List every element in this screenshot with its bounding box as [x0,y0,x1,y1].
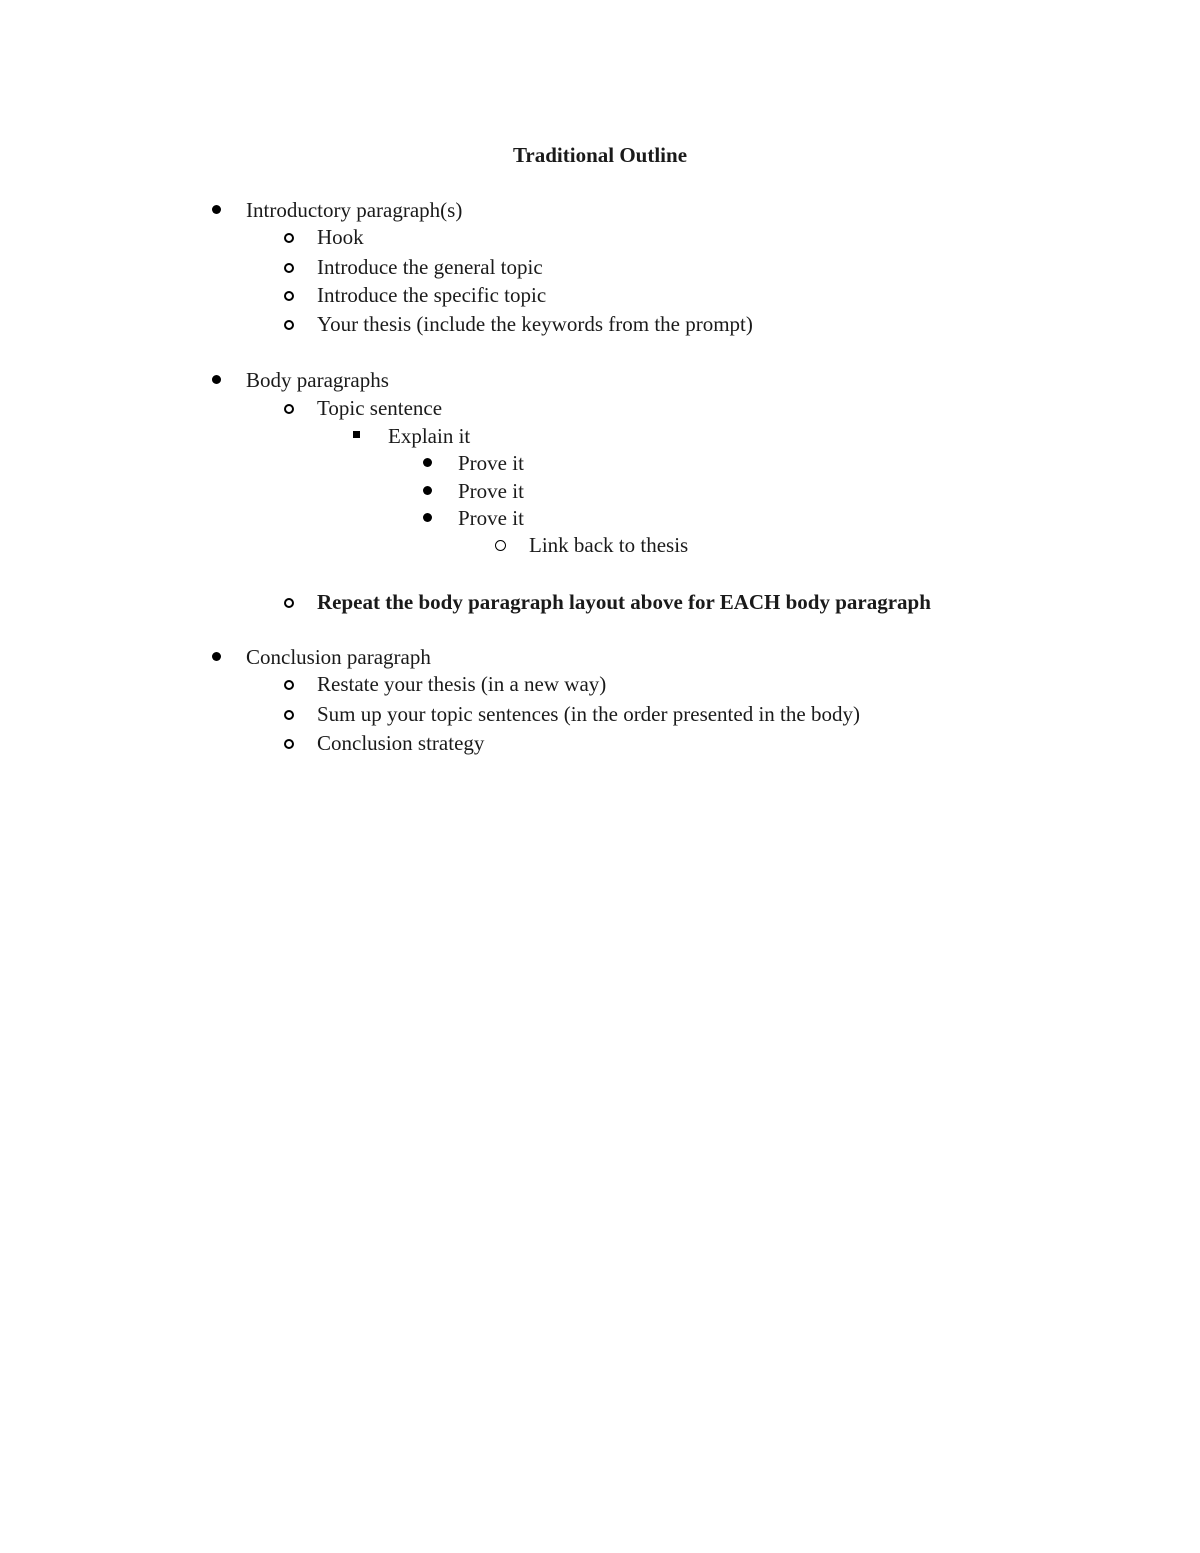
explain-item: Explain it [388,424,471,448]
circle-bullet-icon [284,680,294,690]
circle-bullet-icon [284,739,294,749]
topic-sentence-item: Topic sentence [317,396,443,420]
circle-bullet-icon [284,710,294,720]
body-heading: Body paragraphs [246,368,389,392]
bullet-icon [423,458,432,467]
prove-item: Prove it [458,506,524,530]
link-back-item: Link back to thesis [529,533,689,557]
conclusion-item: Restate your thesis (in a new way) [317,672,607,696]
prove-item: Prove it [458,479,524,503]
bullet-icon [212,652,221,661]
intro-heading: Introductory paragraph(s) [246,198,463,222]
circle-bullet-icon [284,291,294,301]
circle-bullet-icon [284,404,294,414]
conclusion-item: Sum up your topic sentences (in the order presented in the body) [317,702,860,726]
page-title: Traditional Outline [512,143,688,167]
intro-item: Introduce the specific topic [317,283,547,307]
prove-item: Prove it [458,451,524,475]
conclusion-item: Conclusion strategy [317,731,485,755]
circle-bullet-icon [284,320,294,330]
circle-bullet-icon [284,263,294,273]
circle-bullet-icon [284,598,294,608]
circle-bullet-icon [284,233,294,243]
repeat-note: Repeat the body paragraph layout above for EACH body paragraph [317,590,931,614]
intro-item: Your thesis (include the keywords from the prompt) [317,312,753,336]
square-bullet-icon [353,431,360,438]
bullet-icon [212,205,221,214]
bullet-icon [423,513,432,522]
bullet-icon [423,486,432,495]
conclusion-heading: Conclusion paragraph [246,645,431,669]
bullet-icon [212,375,221,384]
intro-item: Introduce the general topic [317,255,543,279]
intro-item: Hook [317,225,364,249]
hollow-circle-bullet-icon [495,540,506,551]
